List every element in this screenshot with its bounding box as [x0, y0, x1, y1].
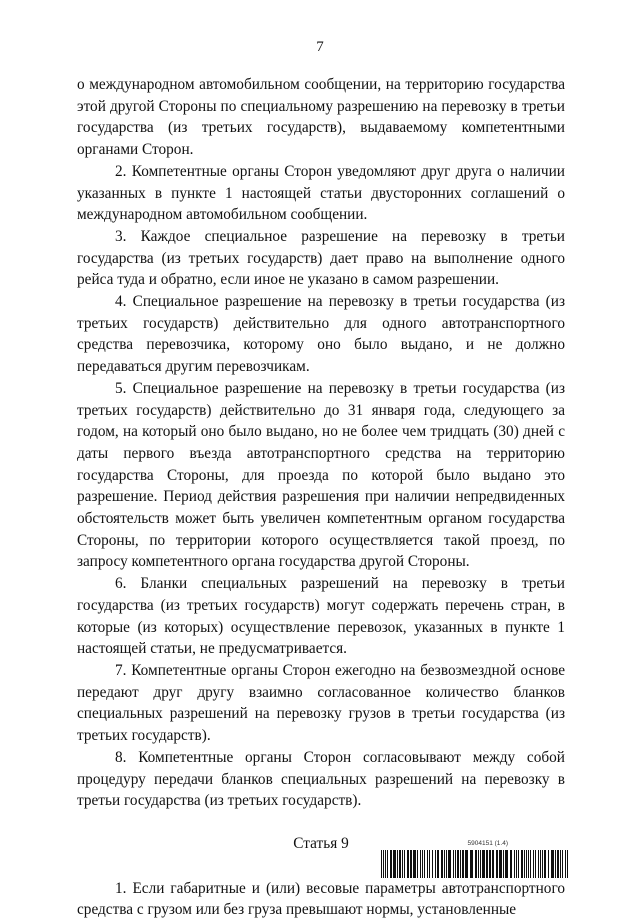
barcode: [381, 840, 568, 880]
article9-paragraph-1: 1. Если габаритные и (или) весовые параметры автотранспортного средства с грузом или без груза превышают нормы, установленные: [77, 879, 565, 919]
barcode-code: 5904151 (1.4): [467, 840, 508, 847]
paragraph-7: 7. Компетентные органы Сторон ежегодно на безвозмездной основе передают друг другу взаимно согласованное количество бланков специальных разрешений на перевозку грузов в третьи государства (из третьих государств).: [77, 661, 565, 745]
paragraph-4: 4. Специальное разрешение на перевозку в третьи государства (из третьих государств) действительно для одного автотранспортного средства перевозчика, которому оно было выдано, и не должно передаваться другим перевозчикам.: [77, 293, 565, 376]
article-heading: Статья 9: [293, 834, 349, 852]
paragraph-6: 6. Бланки специальных разрешений на перевозку в третьи государства (из третьих государств) могут содержать перечень стран, в которые (из которых) осуществление перевозок, указанных в пункте 1 настоящей статьи, не предусматривается.: [77, 575, 565, 658]
barcode-bars: [381, 850, 568, 878]
document-body: [77, 74, 565, 921]
paragraph-continuation: о международном автомобильном сообщении, на территорию государства этой другой Стороны по специальному разрешению на перевозку в третьи государства (из третьих государств), выдаваемому компетентными органами Сторон.: [77, 76, 565, 159]
page-number: 7: [316, 39, 324, 55]
paragraph-3: 3. Каждое специальное разрешение на перевозку в третьи государства (из третьих государств) дает право на выполнение одного рейса туда и обратно, если иное не указано в самом разрешении.: [77, 227, 565, 289]
paragraph-5: 5. Специальное разрешение на перевозку в третьи государства (из третьих государств) действительно до 31 января года, следующего за годом, на который оно было выдано, но не более чем тридцать (30) дней с даты первого въезда автотранспортного средства на территорию государства Стороны, для проезда по которой было выдано это разрешение. Период действия разрешения при наличии непредвиденных обстоятельств может быть увеличен компетентным органом государства Стороны, по территории которого осуществляется такой проезд, по запросу компетентного органа государства другой Стороны.: [77, 379, 565, 571]
paragraph-8: 8. Компетентные органы Сторон согласовывают между собой процедуру передачи бланков специальных разрешений на перевозку в третьи государства (из третьих государств).: [77, 748, 565, 810]
paragraph-2: 2. Компетентные органы Сторон уведомляют друг друга о наличии указанных в пункте 1 настоящей статьи двусторонних соглашений о международном автомобильном сообщении.: [77, 162, 565, 224]
